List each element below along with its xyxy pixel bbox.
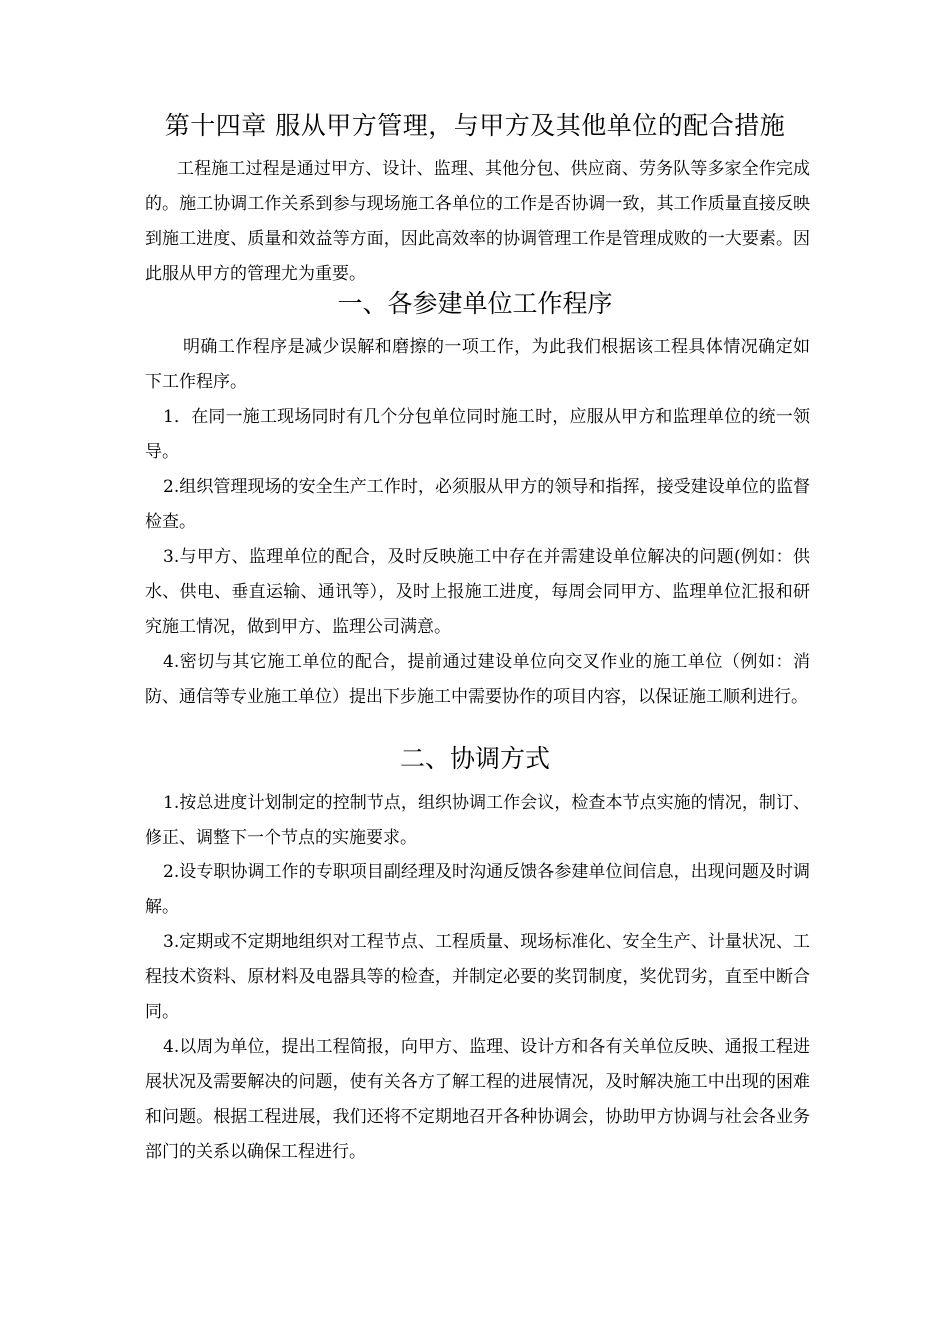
section-title-work-procedure: 一、各参建单位工作程序 (337, 289, 613, 318)
section2-item-4: 4.以周为单位，提出工程简报，向甲方、监理、设计方和各有关单位反映、通报工程进展状况及需要解决的问题，使有关各方了解工程的进展情况，及时解决施工中出现的困难和问题。根据工程进展，我们还将不定期地召开各种协调会，协助甲方协调与社会各业务部门的关系以确保工程进行。 (145, 1037, 810, 1162)
section1-lead-paragraph: 明确工作程序是减少误解和磨擦的一项工作，为此我们根据该工程具体情况确定如下工作程序。 (145, 337, 810, 392)
section-title-coordination-methods: 二、协调方式 (399, 744, 550, 773)
section1-item-4: 4.密切与其它施工单位的配合，提前通过建设单位向交叉作业的施工单位（例如：消防、通信等专业施工单位）提出下步施工中需要协作的项目内容，以保证施工顺利进行。 (145, 652, 810, 707)
section2-item-2: 2.设专职协调工作的专职项目副经理及时沟通反馈各参建单位间信息，出现问题及时调解。 (145, 862, 810, 917)
intro-paragraph: 工程施工过程是通过甲方、设计、监理、其他分包、供应商、劳务队等多家全作完成的。施工协调工作关系到参与现场施工各单位的工作是否协调一致，其工作质量直接反映到施工进度、质量和效益等方面，因此高效率的协调管理工作是管理成败的一大要素。因此服从甲方的管理尤为重要。 (145, 159, 810, 284)
chapter-title: 第十四章 服从甲方管理，与甲方及其他单位的配合措施 (164, 111, 786, 140)
section1-item-3: 3.与甲方、监理单位的配合，及时反映施工中存在并需建设单位解决的问题(例如：供水、供电、垂直运输、通讯等），及时上报施工进度，每周会同甲方、监理单位汇报和研究施工情况，做到甲方、监理公司满意。 (145, 547, 810, 637)
section1-item-2: 2.组织管理现场的安全生产工作时，必须服从甲方的领导和指挥，接受建设单位的监督检查。 (145, 477, 810, 532)
section1-item-1: 1．在同一施工现场同时有几个分包单位同时施工时，应服从甲方和监理单位的统一领导。 (145, 407, 810, 462)
section2-item-1: 1.按总进度计划制定的控制节点，组织协调工作会议，检查本节点实施的情况，制订、修正、调整下一个节点的实施要求。 (145, 793, 810, 848)
section2-item-3: 3.定期或不定期地组织对工程节点、工程质量、现场标准化、安全生产、计量状况、工程技术资料、原材料及电器具等的检查，并制定必要的奖罚制度，奖优罚劣，直至中断合同。 (145, 932, 810, 1022)
